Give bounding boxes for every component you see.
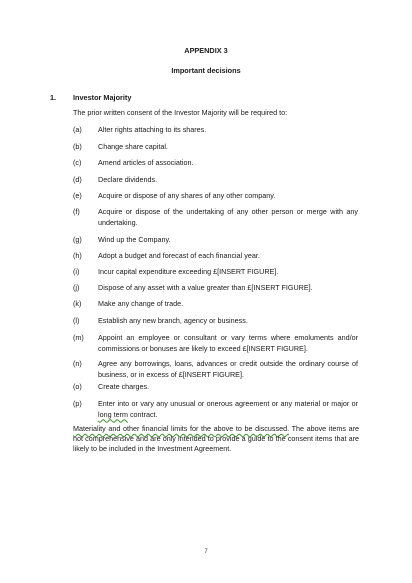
flagged-phrase: long term bbox=[98, 409, 128, 419]
list-item-text-part: Enter into or vary any unusual or onerous agreement or any material or major or bbox=[98, 399, 358, 408]
flagged-sentence: Materiality and other financial limits for the above to be discussed. bbox=[73, 424, 290, 433]
list-item-text: Amend articles of association. bbox=[98, 158, 194, 167]
list-item-label: (m) bbox=[73, 333, 84, 342]
appendix-subtitle: Important decisions bbox=[171, 66, 241, 75]
list-item-text: Change share capital. bbox=[98, 142, 168, 151]
list-item-text: Acquire or dispose of the undertaking of any other person or merge with any undertaking. bbox=[98, 207, 358, 227]
list-item-text: Acquire or dispose of any shares of any other company. bbox=[98, 191, 276, 200]
list-item-text-part: contract. bbox=[127, 409, 158, 419]
section-number: 1. bbox=[50, 93, 57, 102]
list-item-text: Dispose of any asset with a value greater than £[INSERT FIGURE]. bbox=[98, 283, 313, 292]
list-item-label: (a) bbox=[73, 125, 82, 134]
list-item-text: Agree any borrowings, loans, advances or credit outside the ordinary course of business, or in excess of £[INSERT FIGURE]. bbox=[98, 359, 358, 379]
page-number: 7 bbox=[204, 549, 208, 555]
list-item-label: (k) bbox=[73, 299, 82, 308]
list-item-label: (c) bbox=[73, 158, 82, 167]
list-item-text: Create charges. bbox=[98, 382, 150, 391]
list-item-text: Declare dividends. bbox=[98, 175, 158, 184]
note-text: The above items are not comprehensive and are only intended to provide a guide to the consent items that are likely to be included in the Investment Agreement. bbox=[73, 424, 359, 454]
note-paragraph bbox=[73, 424, 359, 455]
list-item-label: (n) bbox=[73, 359, 82, 368]
list-item-text: Establish any new branch, agency or business. bbox=[98, 316, 248, 325]
list-item-label: (j) bbox=[73, 283, 80, 292]
list-item-text bbox=[98, 399, 358, 420]
appendix-title: APPENDIX 3 bbox=[184, 46, 228, 55]
section-intro: The prior written consent of the Investor Majority will be required to: bbox=[73, 108, 288, 117]
list-item-label: (f) bbox=[73, 207, 80, 216]
list-item-text: Alter rights attaching to its shares. bbox=[98, 125, 207, 134]
list-item-label: (d) bbox=[73, 175, 82, 184]
list-item-label: (e) bbox=[73, 191, 82, 200]
list-item-label: (h) bbox=[73, 251, 82, 260]
list-item-label: (i) bbox=[73, 267, 80, 276]
list-item-label: (p) bbox=[73, 399, 82, 408]
list-item-text: Appoint an employee or consultant or vary terms where emoluments and/or commissions or bonuses are likely to exceed £[INSERT FIGURE]. bbox=[98, 333, 358, 353]
list-item-label: (l) bbox=[73, 316, 80, 325]
list-item-label: (o) bbox=[73, 382, 82, 391]
list-item-text: Make any change of trade. bbox=[98, 299, 184, 308]
section-title: Investor Majority bbox=[73, 93, 132, 102]
list-item-label: (g) bbox=[73, 235, 82, 244]
list-item-text: Wind up the Company. bbox=[98, 235, 171, 244]
list-item-text: Incur capital expenditure exceeding £[INSERT FIGURE]. bbox=[98, 267, 279, 276]
list-item-text: Adopt a budget and forecast of each financial year. bbox=[98, 251, 260, 260]
list-item-label: (b) bbox=[73, 142, 82, 151]
